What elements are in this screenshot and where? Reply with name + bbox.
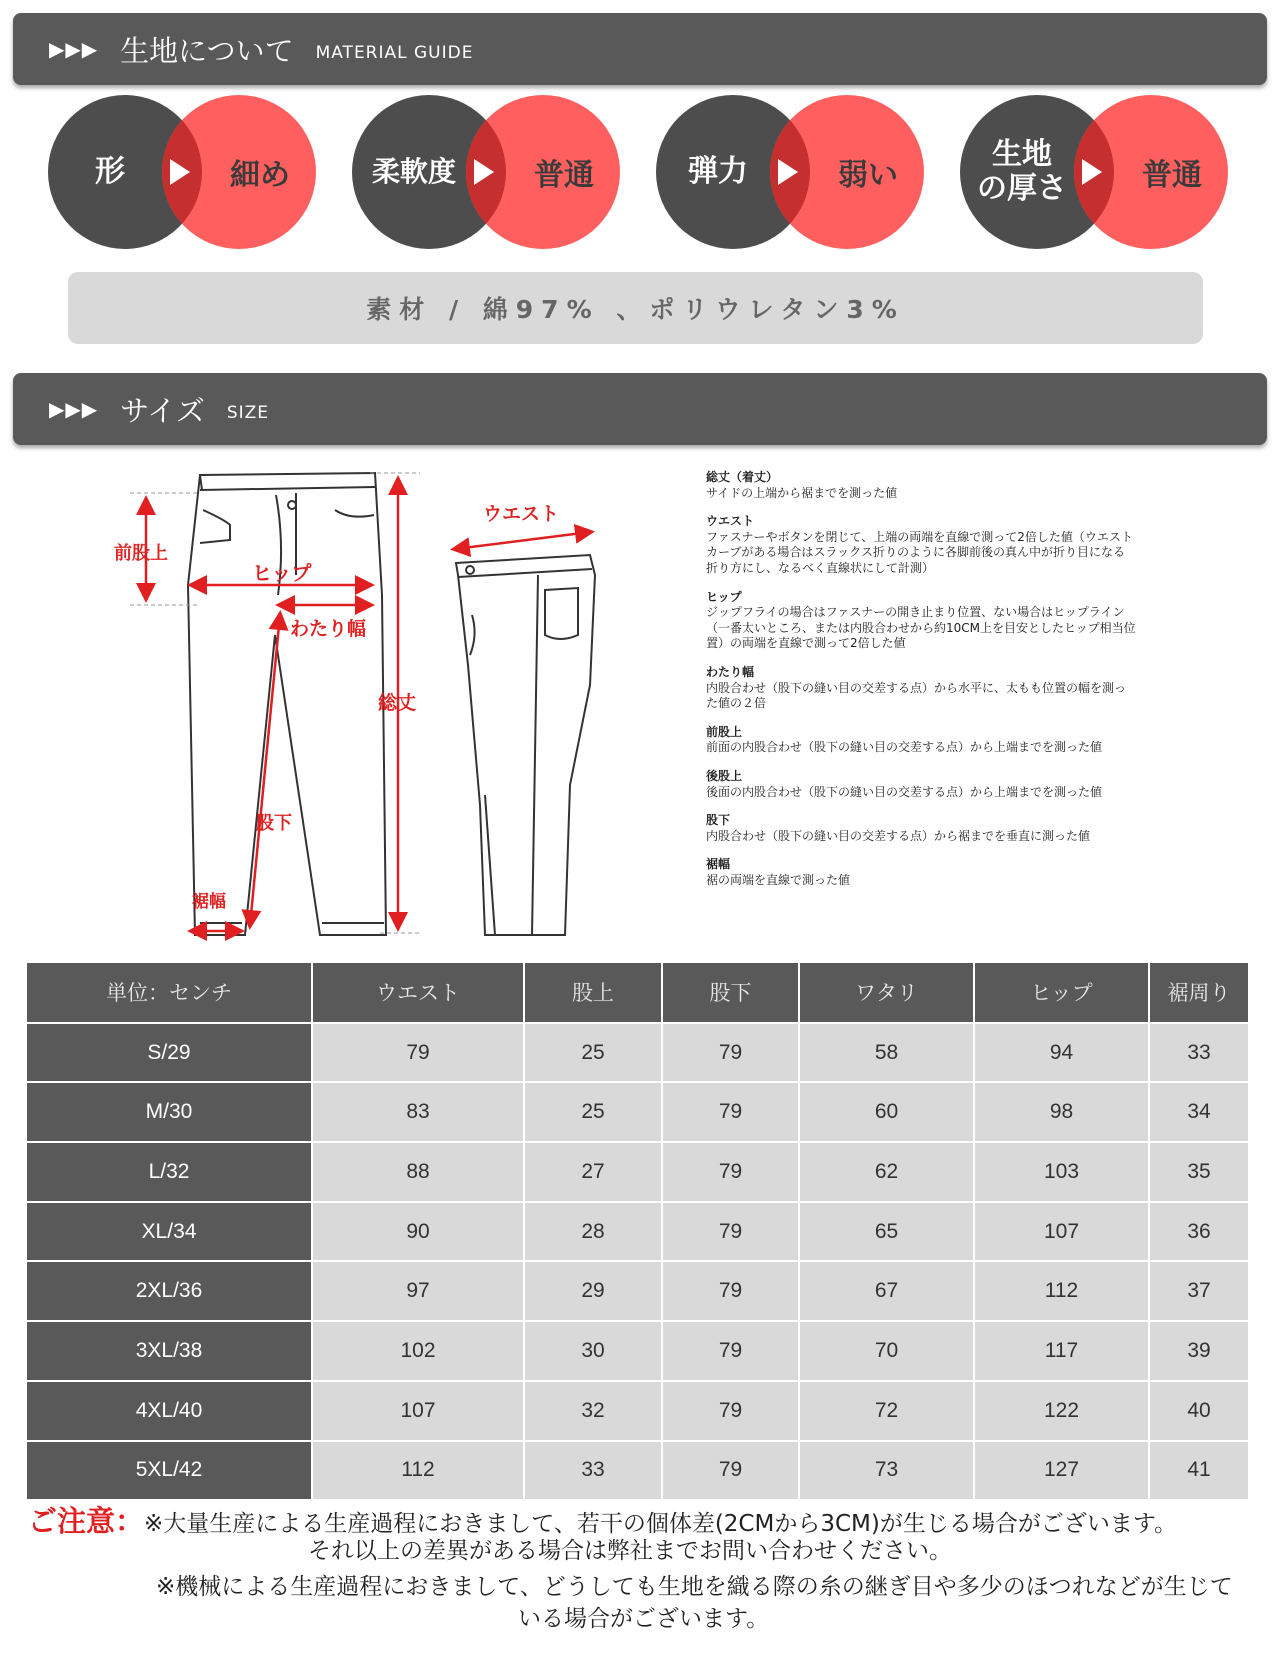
table-cell: 83 [312,1082,524,1142]
table-cell: 72 [799,1381,974,1441]
property-label: 柔軟度 [371,154,456,188]
table-cell: 107 [974,1202,1149,1262]
note-text: いる場合がございます。 [518,1606,770,1632]
play-arrow-icon [778,159,798,185]
table-cell: 112 [974,1261,1149,1321]
table-row [27,1023,1249,1083]
table-cell: 79 [662,1082,799,1142]
size-label-cell: 3XL/38 [27,1321,312,1381]
table-cell: 41 [1149,1441,1249,1501]
table-cell: 94 [974,1023,1149,1083]
play-arrow-icon [170,159,190,185]
material-title-en: MATERIAL GUIDE [315,43,474,63]
table-cell: 70 [799,1321,974,1381]
header-hem: 裾周り [1149,963,1249,1023]
table-cell: 79 [662,1441,799,1501]
size-table [27,963,1250,1501]
property-elasticity [656,95,926,249]
table-cell: 27 [524,1142,662,1202]
size-label-cell: XL/34 [27,1202,312,1262]
size-label-cell: 2XL/36 [27,1261,312,1321]
definition-item: ウエスト ファスナーやボタンを閉じて、上端の両端を直線で測って2倍した値（ウエストカーブがある場合はスラックス折りのように各脚前後の真ん中が折り目になる折り方にし、なるべく直線状にして計測） [706,514,1133,575]
label-front-rise: 前股上 [114,543,168,564]
label-inseam: 股下 [256,813,292,834]
definition-item: 股下 内股合わせ（股下の縫い目の交差する点）から裾までを垂直に測った値 [706,813,1091,843]
material-composition: 素材 / 綿97% 、ポリウレタン3% [68,272,1203,344]
table-cell: 58 [799,1023,974,1083]
table-cell: 97 [312,1261,524,1321]
table-row [27,1381,1249,1441]
definition-item: 裾幅 裾の両端を直線で測った値 [706,857,851,887]
table-row [27,1142,1249,1202]
property-value: 弱い [838,158,898,193]
play-arrow-icon [474,159,494,185]
label-thigh: わたり幅 [290,618,367,640]
table-cell: 79 [662,1023,799,1083]
table-cell: 32 [524,1381,662,1441]
property-thickness [960,95,1230,249]
size-label-cell: L/32 [27,1142,312,1202]
header-unit: 単位：センチ [27,963,312,1023]
header-rise: 股上 [524,963,662,1023]
table-cell: 79 [662,1202,799,1262]
table-row [27,1321,1249,1381]
table-cell: 73 [799,1441,974,1501]
table-cell: 79 [662,1381,799,1441]
table-header-row [27,963,1249,1023]
property-softness [352,95,622,249]
measurement-definitions [706,470,1136,901]
table-cell: 90 [312,1202,524,1262]
definition-item: ヒップ ジップフライの場合はファスナーの開き止まり位置、ない場合はヒップライン（一番太いところ、または内股合わせから約10CM上を目安としたヒップ相当位置）の両端を直線で測って2倍した値 [706,589,1136,651]
label-hem: 裾幅 [192,892,226,912]
table-cell: 122 [974,1381,1149,1441]
definition-item: 前股上 前面の内股合わせ（股下の縫い目の交差する点）から上端までを測った値 [706,724,1103,755]
table-cell: 88 [312,1142,524,1202]
header-waist: ウエスト [312,963,524,1023]
note-text: ※大量生産による生産過程におきまして、若干の個体差(2CMから3CM)が生じる場合がございます。 [144,1511,1178,1537]
table-cell: 102 [312,1321,524,1381]
table-cell: 67 [799,1261,974,1321]
table-row [27,1441,1249,1501]
table-cell: 33 [1149,1023,1249,1083]
table-cell: 103 [974,1142,1149,1202]
table-cell: 62 [799,1142,974,1202]
definition-item: 総丈（着丈） サイドの上端から裾までを測った値 [706,470,898,500]
table-cell: 25 [524,1082,662,1142]
table-cell: 30 [524,1321,662,1381]
table-cell: 39 [1149,1321,1249,1381]
table-cell: 37 [1149,1261,1249,1321]
table-cell: 33 [524,1441,662,1501]
table-cell: 79 [662,1321,799,1381]
property-value: 普通 [534,158,594,193]
label-waist: ウエスト [483,503,560,525]
label-total-length: 総丈 [378,692,417,714]
header-inseam: 股下 [662,963,799,1023]
size-title-en: SIZE [226,403,270,423]
size-label-cell: 4XL/40 [27,1381,312,1441]
table-cell: 35 [1149,1142,1249,1202]
table-cell: 107 [312,1381,524,1441]
note-text: それ以上の差異がある場合は弊社までお問い合わせください。 [308,1538,952,1564]
material-guide-header [13,13,1267,85]
table-cell: 65 [799,1202,974,1262]
table-cell: 25 [524,1023,662,1083]
table-cell: 79 [312,1023,524,1083]
notes-label: ご注意： [28,1504,145,1538]
table-cell: 79 [662,1142,799,1202]
size-label-cell: 5XL/42 [27,1441,312,1501]
triple-arrow-icon: ▶▶▶ [49,397,99,421]
table-row [27,1202,1249,1262]
definition-item: 後股上 後面の内股合わせ（股下の縫い目の交差する点）から上端までを測った値 [706,768,1103,799]
size-label-cell: M/30 [27,1082,312,1142]
pants-front-outline [188,473,386,935]
header-hip: ヒップ [974,963,1149,1023]
table-cell: 34 [1149,1082,1249,1142]
table-row [27,1261,1249,1321]
property-shape [48,95,318,249]
pants-measurement-diagram [100,465,660,949]
table-cell: 127 [974,1441,1149,1501]
play-arrow-icon [1082,159,1102,185]
property-label: 形 [95,153,125,189]
property-value: 細め [230,158,290,193]
triple-arrow-icon: ▶▶▶ [49,37,99,61]
table-cell: 29 [524,1261,662,1321]
material-title-jp: 生地について [120,33,294,68]
property-label: 生地 の厚さ [977,136,1067,206]
table-cell: 98 [974,1082,1149,1142]
table-cell: 40 [1149,1381,1249,1441]
size-title-jp: サイズ [120,393,205,428]
table-cell: 28 [524,1202,662,1262]
property-label: 弾力 [688,153,748,189]
table-cell: 60 [799,1082,974,1142]
table-row [27,1082,1249,1142]
label-hip: ヒップ [252,561,312,585]
size-label-cell: S/29 [27,1023,312,1083]
table-cell: 36 [1149,1202,1249,1262]
header-thigh: ワタリ [799,963,974,1023]
note-text: ※機械による生産過程におきまして、どうしても生地を織る際の糸の継ぎ目や多少のほつれなどが生じて [156,1574,1233,1600]
definition-item: わたり幅 内股合わせ（股下の縫い目の交差する点）から水平に、太もも位置の幅を測った値の２倍 [706,664,1127,711]
size-header [13,373,1267,445]
table-cell: 117 [974,1321,1149,1381]
pants-side-outline [456,555,595,935]
property-value: 普通 [1142,158,1202,193]
table-cell: 112 [312,1441,524,1501]
table-cell: 79 [662,1261,799,1321]
